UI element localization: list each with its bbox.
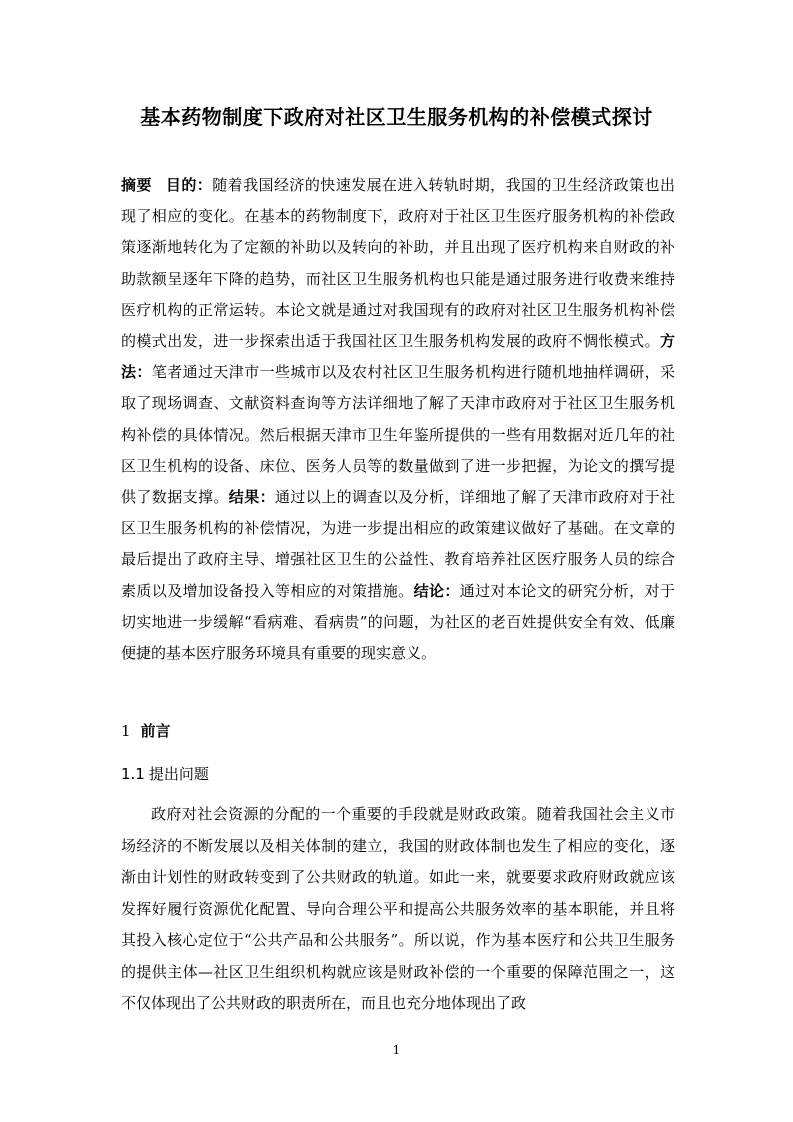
section-heading-1: [121, 718, 171, 744]
subsection-title: 提出问题: [148, 765, 209, 783]
conclusion-label: 结论：: [413, 581, 460, 600]
page-number: 1: [392, 1043, 401, 1057]
result-text: 通过以上的调查以及分析，详细地了解了天津市政府对于社区卫生服务机构的补偿情况，为进一步提出相应的政策建议做好了基础。在文章的最后提出了政府主导、增强社区卫生的公益性、教育培养社区医疗服务人员的综合素质以及增加设备投入等相应的对策措施。: [121, 488, 675, 600]
abstract: [121, 170, 675, 669]
result-label: 结果：: [228, 488, 275, 507]
section-title: 前言: [140, 722, 171, 740]
abstract-label: 摘要: [121, 176, 152, 194]
paper-title: 基本药物制度下政府对社区卫生服务机构的补偿模式探讨: [140, 105, 653, 129]
subsection-heading-1-1: [121, 761, 209, 787]
subsection-number: 1.1: [121, 765, 145, 783]
section-number: 1: [121, 722, 131, 740]
objective-label: 目的：: [165, 176, 213, 194]
method-text: 笔者通过天津市一些城市以及农村社区卫生服务机构进行随机地抽样调研，采取了现场调查、文献资料查询等方法详细地了解了天津市政府对于社区卫生服务机构补偿的具体情况。然后根据天津市卫生年鉴所提供的一些有用数据对近几年的社区卫生机构的设备、床位、医务人员等的数量做到了进一步把握，为论文的撰写提供了数据支撑。: [121, 363, 675, 507]
body-paragraph: 政府对社会资源的分配的一个重要的手段就是财政政策。随着我国社会主义市场经济的不断发展以及相关体制的建立，我国的财政体制也发生了相应的变化，逐渐由计划性的财政转变到了公共财政的轨道。如此一来，就要要求政府财政就应该发挥好履行资源优化配置、导向合理公平和提高公共服务效率的基本职能，并且将其投入核心定位于“公共产品和公共服务”。所以说，作为基本医疗和公共卫生服务的提供主体—社区卫生组织机构就应该是财政补偿的一个重要的保障范围之一，这不仅体现出了公共财政的职责所在，而且也充分地体现出了政: [121, 805, 675, 1012]
objective-text: 随着我国经济的快速发展在进入转轨时期，我国的卫生经济政策也出现了相应的变化。在基本的药物制度下，政府对于社区卫生医疗服务机构的补偿政策逐渐地转化为了定额的补助以及转向的补助，并且出现了医疗机构来自财政的补助款额呈逐年下降的趋势，而社区卫生服务机构也只能是通过服务进行收费来维持医疗机构的正常运转。本论文就是通过对我国现有的政府对社区卫生服务机构补偿的模式出发，进一步探索出适于我国社区卫生服务机构发展的政府不惆怅模式。: [121, 176, 675, 351]
method-label: 方法：: [121, 332, 675, 382]
conclusion-text: 通过对本论文的研究分析，对于切实地进一步缓解“看病难、看病贵”的问题，为社区的老百姓提供安全有效、低廉便捷的基本医疗服务环境具有重要的现实意义。: [121, 581, 675, 663]
